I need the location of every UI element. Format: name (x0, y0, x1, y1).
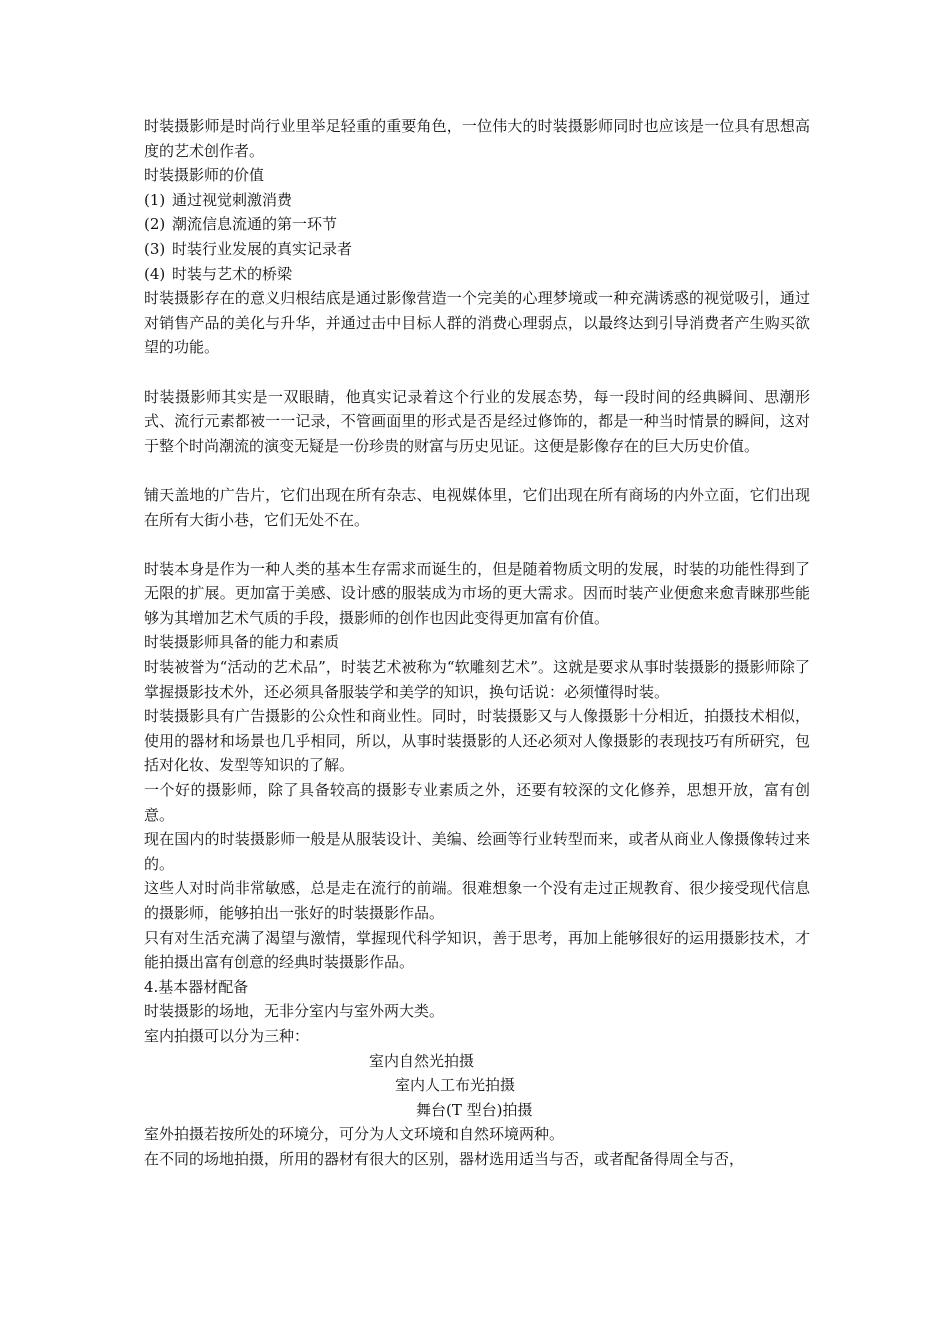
list-number: (2) (144, 215, 166, 234)
indoor-type-item: 舞台(T 型台)拍摄 (416, 1100, 533, 1119)
paragraph: 时装摄影存在的意义归根结底是通过影像营造一个完美的心理梦境或一种充满诱惑的视觉吸引，通过对销售产品的美化与升华，并通过击中目标人群的消费心理弱点，以最终达到引导消费者产生购买欲望的功能。 (144, 289, 810, 357)
section-heading-ability: 时装摄影师具备的能力和素质 (144, 633, 340, 652)
document-body (144, 114, 810, 1172)
blank-line (144, 532, 810, 557)
list-item (144, 237, 810, 262)
paragraph: 一个好的摄影师，除了具备较高的摄影专业素质之外，还要有较深的文化修养，思想开放，富有创意。 (144, 781, 810, 824)
paragraph: 这些人对时尚非常敏感，总是走在流行的前端。很难想象一个没有走过正规教育、很少接受现代信息的摄影师，能够拍出一张好的时装摄影作品。 (144, 879, 810, 922)
blank-line (144, 360, 810, 385)
list-item (144, 188, 810, 213)
list-text: 潮流信息流通的第一环节 (172, 215, 338, 234)
paragraph: 时装摄影具有广告摄影的公众性和商业性。同时，时装摄影又与人像摄影十分相近，拍摄技术相似，使用的器材和场景也几乎相同，所以，从事时装摄影的人还必须对人像摄影的表现技巧有所研究，包括对化妆、发型等知识的了解。 (144, 707, 810, 775)
section-heading-equipment: 4.基本器材配备 (144, 977, 249, 996)
paragraph: 室外拍摄若按所处的环境分，可分为人文环境和自然环境两种。 (144, 1125, 565, 1144)
indoor-type-item: 室内自然光拍摄 (369, 1051, 475, 1070)
list-number: (3) (144, 239, 166, 258)
paragraph: 时装本身是作为一种人类的基本生存需求而诞生的，但是随着物质文明的发展，时装的功能性得到了无限的扩展。更加富于美感、设计感的服装成为市场的更大需求。因而时装产业便愈来愈青睐那些能够为其增加艺术气质的手段，摄影师的创作也因此变得更加富有价值。 (144, 559, 810, 627)
paragraph: 室内拍摄可以分为三种： (144, 1026, 310, 1045)
paragraph: 只有对生活充满了渴望与激情，掌握现代科学知识，善于思考，再加上能够很好的运用摄影技术，才能拍摄出富有创意的经典时装摄影作品。 (144, 928, 810, 972)
section-heading-value: 时装摄影师的价值 (144, 166, 265, 185)
list-number: (1) (144, 190, 166, 209)
list-text: 通过视觉刺激消费 (172, 190, 293, 209)
list-number: (4) (144, 264, 166, 283)
paragraph: 时装被誉为“活动的艺术品”，时装艺术被称为“软雕刻艺术”。这就是要求从事时装摄影的摄影师除了掌握摄影技术外，还必须具备服装学和美学的知识，换句话说：必须懂得时装。 (144, 658, 810, 701)
indoor-type-item: 室内人工布光拍摄 (395, 1076, 516, 1095)
list-item (144, 212, 810, 237)
blank-line (144, 458, 810, 483)
paragraph: 铺天盖地的广告片，它们出现在所有杂志、电视媒体里，它们出现在所有商场的内外立面，它们出现在所有大街小巷，它们无处不在。 (144, 485, 810, 529)
paragraph: 时装摄影的场地，无非分室内与室外两大类。 (144, 1002, 445, 1021)
list-item (144, 262, 810, 287)
list-text: 时装行业发展的真实记录者 (172, 239, 353, 258)
intro-paragraph: 时装摄影师是时尚行业里举足轻重的重要角色，一位伟大的时装摄影师同时也应该是一位具有思想高度的艺术创作者。 (144, 117, 810, 160)
paragraph: 现在国内的时装摄影师一般是从服装设计、美编、绘画等行业转型而来，或者从商业人像摄像转过来的。 (144, 830, 810, 873)
list-text: 时装与艺术的桥梁 (172, 264, 293, 283)
paragraph: 时装摄影师其实是一双眼睛，他真实记录着这个行业的发展态势，每一段时间的经典瞬间、思潮形式、流行元素都被一一记录，不管画面里的形式是否是经过修饰的，都是一种当时情景的瞬间，这对于整个时尚潮流的演变无疑是一份珍贵的财富与历史见证。这便是影像存在的巨大历史价值。 (144, 387, 810, 455)
paragraph: 在不同的场地拍摄，所用的器材有很大的区别，器材选用适当与否，或者配备得周全与否， (144, 1149, 745, 1168)
